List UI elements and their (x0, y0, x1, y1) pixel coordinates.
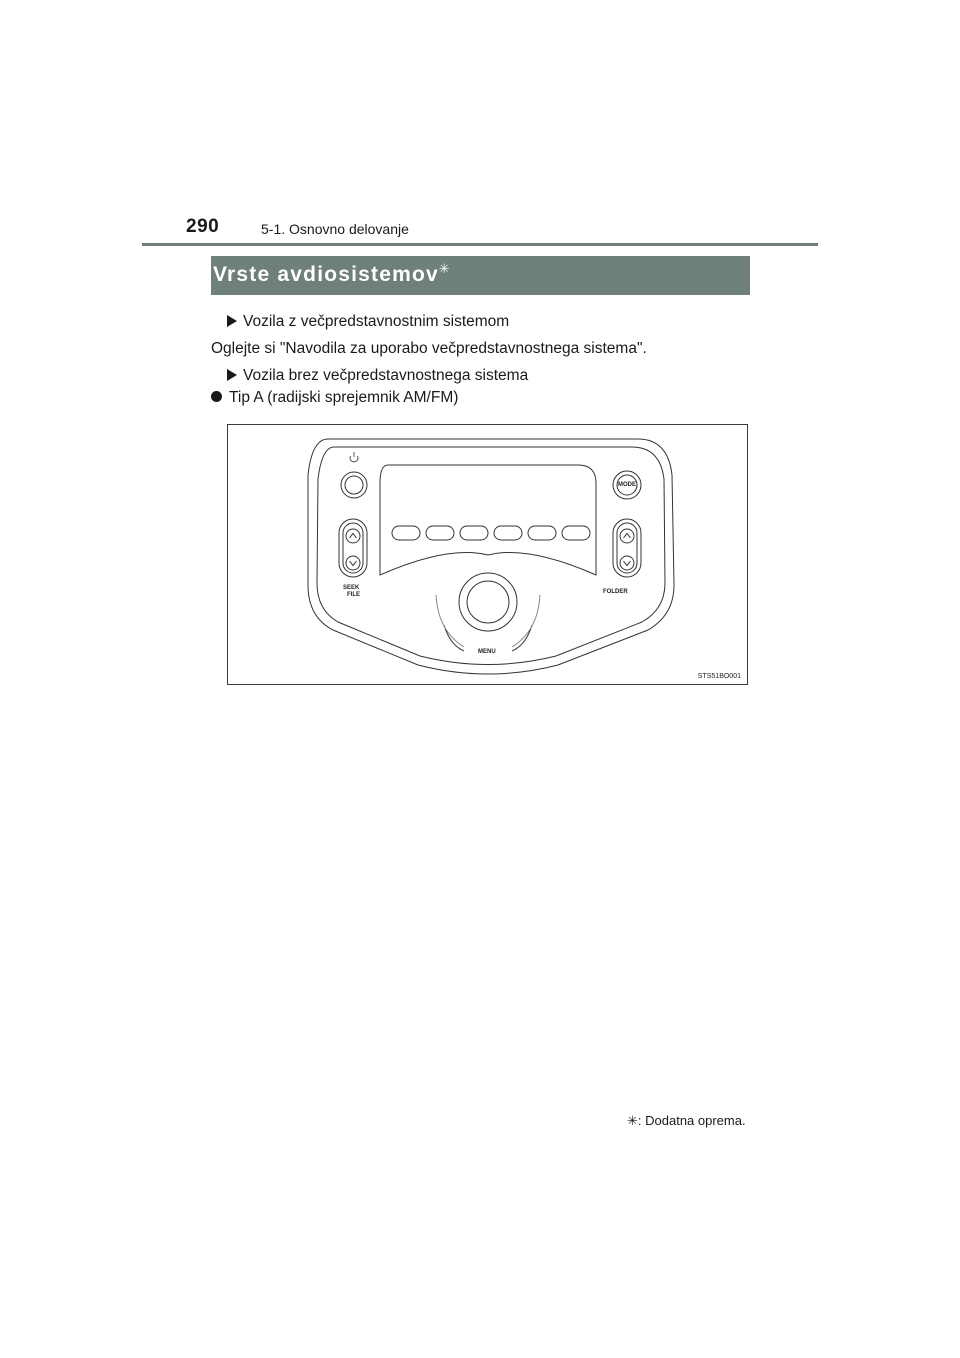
preset-button-2 (426, 526, 454, 540)
preset-button-1 (392, 526, 420, 540)
section-title: Vrste avdiosistemov (213, 263, 439, 286)
list-item (227, 313, 509, 331)
file-label: FILE (347, 592, 360, 598)
footnote (627, 1113, 746, 1129)
display-window (380, 465, 596, 575)
triangle-bullet-icon (227, 369, 237, 381)
circle-bullet-icon (211, 391, 222, 402)
optional-star-icon: ✳ (438, 261, 450, 276)
section-label: 5-1. Osnovno delovanje (261, 221, 409, 237)
triangle-bullet-icon (227, 315, 237, 327)
page-number: 290 (186, 216, 220, 237)
image-code: STS51BO001 (697, 673, 741, 680)
paragraph: Oglejte si "Navodila za uporabo večpredstavnostnega sistema". (211, 340, 647, 357)
item-multimedia-text: Vozila z večpredstavnostnim sistemom (243, 313, 510, 330)
preset-button-5 (528, 526, 556, 540)
audio-panel-illustration (228, 425, 747, 684)
seek-up-icon (350, 534, 357, 539)
item-no-multimedia-text: Vozila brez večpredstavnostnega sistema (243, 367, 529, 384)
folder-label: FOLDER (603, 589, 628, 595)
footnote-text: : Dodatna oprema. (637, 1113, 746, 1128)
preset-button-3 (460, 526, 488, 540)
header-divider (142, 243, 818, 246)
folder-up-icon (624, 534, 631, 539)
seek-label: SEEK (343, 585, 360, 591)
type-a-text: Tip A (radijski sprejemnik AM/FM) (229, 389, 459, 406)
list-item (227, 367, 528, 385)
footnote-star-icon: ✳ (627, 1113, 638, 1128)
seek-down-icon (350, 561, 357, 566)
audio-panel-figure (227, 424, 748, 685)
menu-label: MENU (478, 649, 496, 655)
preset-button-6 (562, 526, 590, 540)
section-title-bar (211, 256, 750, 295)
list-item (211, 389, 458, 407)
menu-knob-outer (459, 573, 517, 631)
mode-label: MODE (618, 482, 636, 488)
folder-down-icon (624, 561, 631, 566)
menu-knob (467, 581, 509, 623)
preset-button-4 (494, 526, 522, 540)
